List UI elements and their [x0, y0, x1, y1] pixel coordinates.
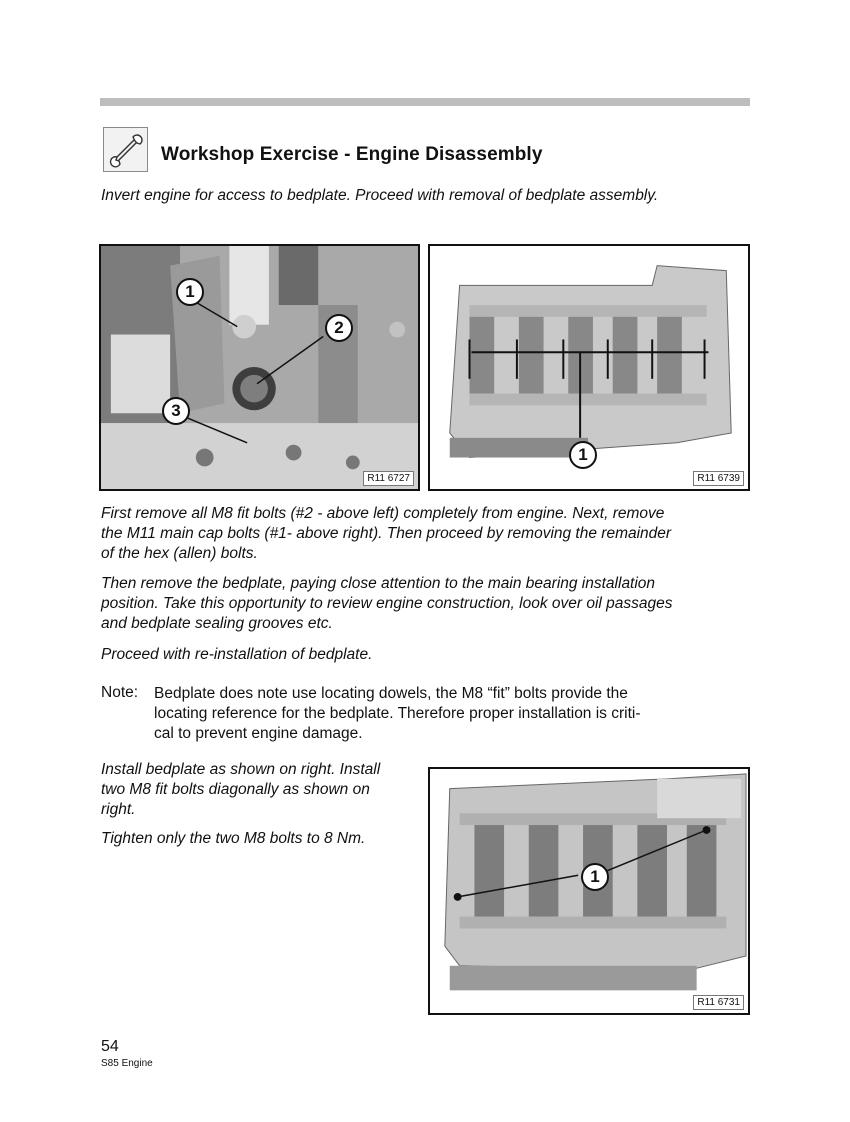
- paragraph-remove-bolts: [101, 504, 671, 564]
- text-line: and bedplate sealing grooves etc.: [101, 615, 333, 632]
- text-line: Then remove the bedplate, paying close attention to the main bearing installation: [101, 575, 656, 592]
- note-label: Note:: [101, 684, 139, 701]
- photo-bedplate-installed: [428, 767, 750, 1015]
- callout-3: 3: [162, 397, 190, 425]
- page-title: Workshop Exercise - Engine Disassembly: [161, 144, 543, 165]
- photo-ref: R11 6731: [693, 995, 744, 1010]
- text-line: right.: [101, 801, 136, 818]
- callout-1: 1: [176, 278, 204, 306]
- photo-ref: R11 6727: [363, 471, 414, 486]
- paragraph-reinstall: Proceed with re-installation of bedplate.: [101, 646, 373, 663]
- photo-main-cap-bolts: [428, 244, 750, 491]
- paragraph-remove-bedplate: [101, 574, 673, 634]
- torque-instruction: Tighten only the two M8 bolts to 8 Nm.: [101, 830, 366, 847]
- callout-1: 1: [581, 863, 609, 891]
- intro-text: Invert engine for access to bedplate. Proceed with removal of bedplate assembly.: [101, 187, 659, 204]
- footer-label: S85 Engine: [101, 1058, 153, 1069]
- photo-bedplate-bolts: [99, 244, 420, 491]
- text-line: two M8 fit bolts diagonally as shown on: [101, 781, 370, 798]
- install-instructions: [101, 760, 421, 820]
- text-line: locating reference for the bedplate. Therefore proper installation is criti-: [154, 705, 641, 722]
- header-rule: [100, 98, 750, 106]
- photo-ref: R11 6739: [693, 471, 744, 486]
- wrench-icon: [103, 127, 148, 172]
- text-line: cal to prevent engine damage.: [154, 725, 363, 742]
- callout-1: 1: [569, 441, 597, 469]
- text-line: First remove all M8 fit bolts (#2 - above left) completely from engine. Next, remove: [101, 505, 665, 522]
- text-line: the M11 main cap bolts (#1- above right). Then proceed by removing the remainder: [101, 525, 672, 542]
- callout-2: 2: [325, 314, 353, 342]
- text-line: of the hex (allen) bolts.: [101, 545, 258, 562]
- text-line: Bedplate does note use locating dowels, the M8 “fit” bolts provide the: [154, 685, 628, 702]
- text-line: position. Take this opportunity to review engine construction, look over oil passages: [101, 595, 673, 612]
- text-line: Install bedplate as shown on right. Install: [101, 761, 381, 778]
- page-number: 54: [101, 1038, 119, 1055]
- note-text: [154, 684, 754, 744]
